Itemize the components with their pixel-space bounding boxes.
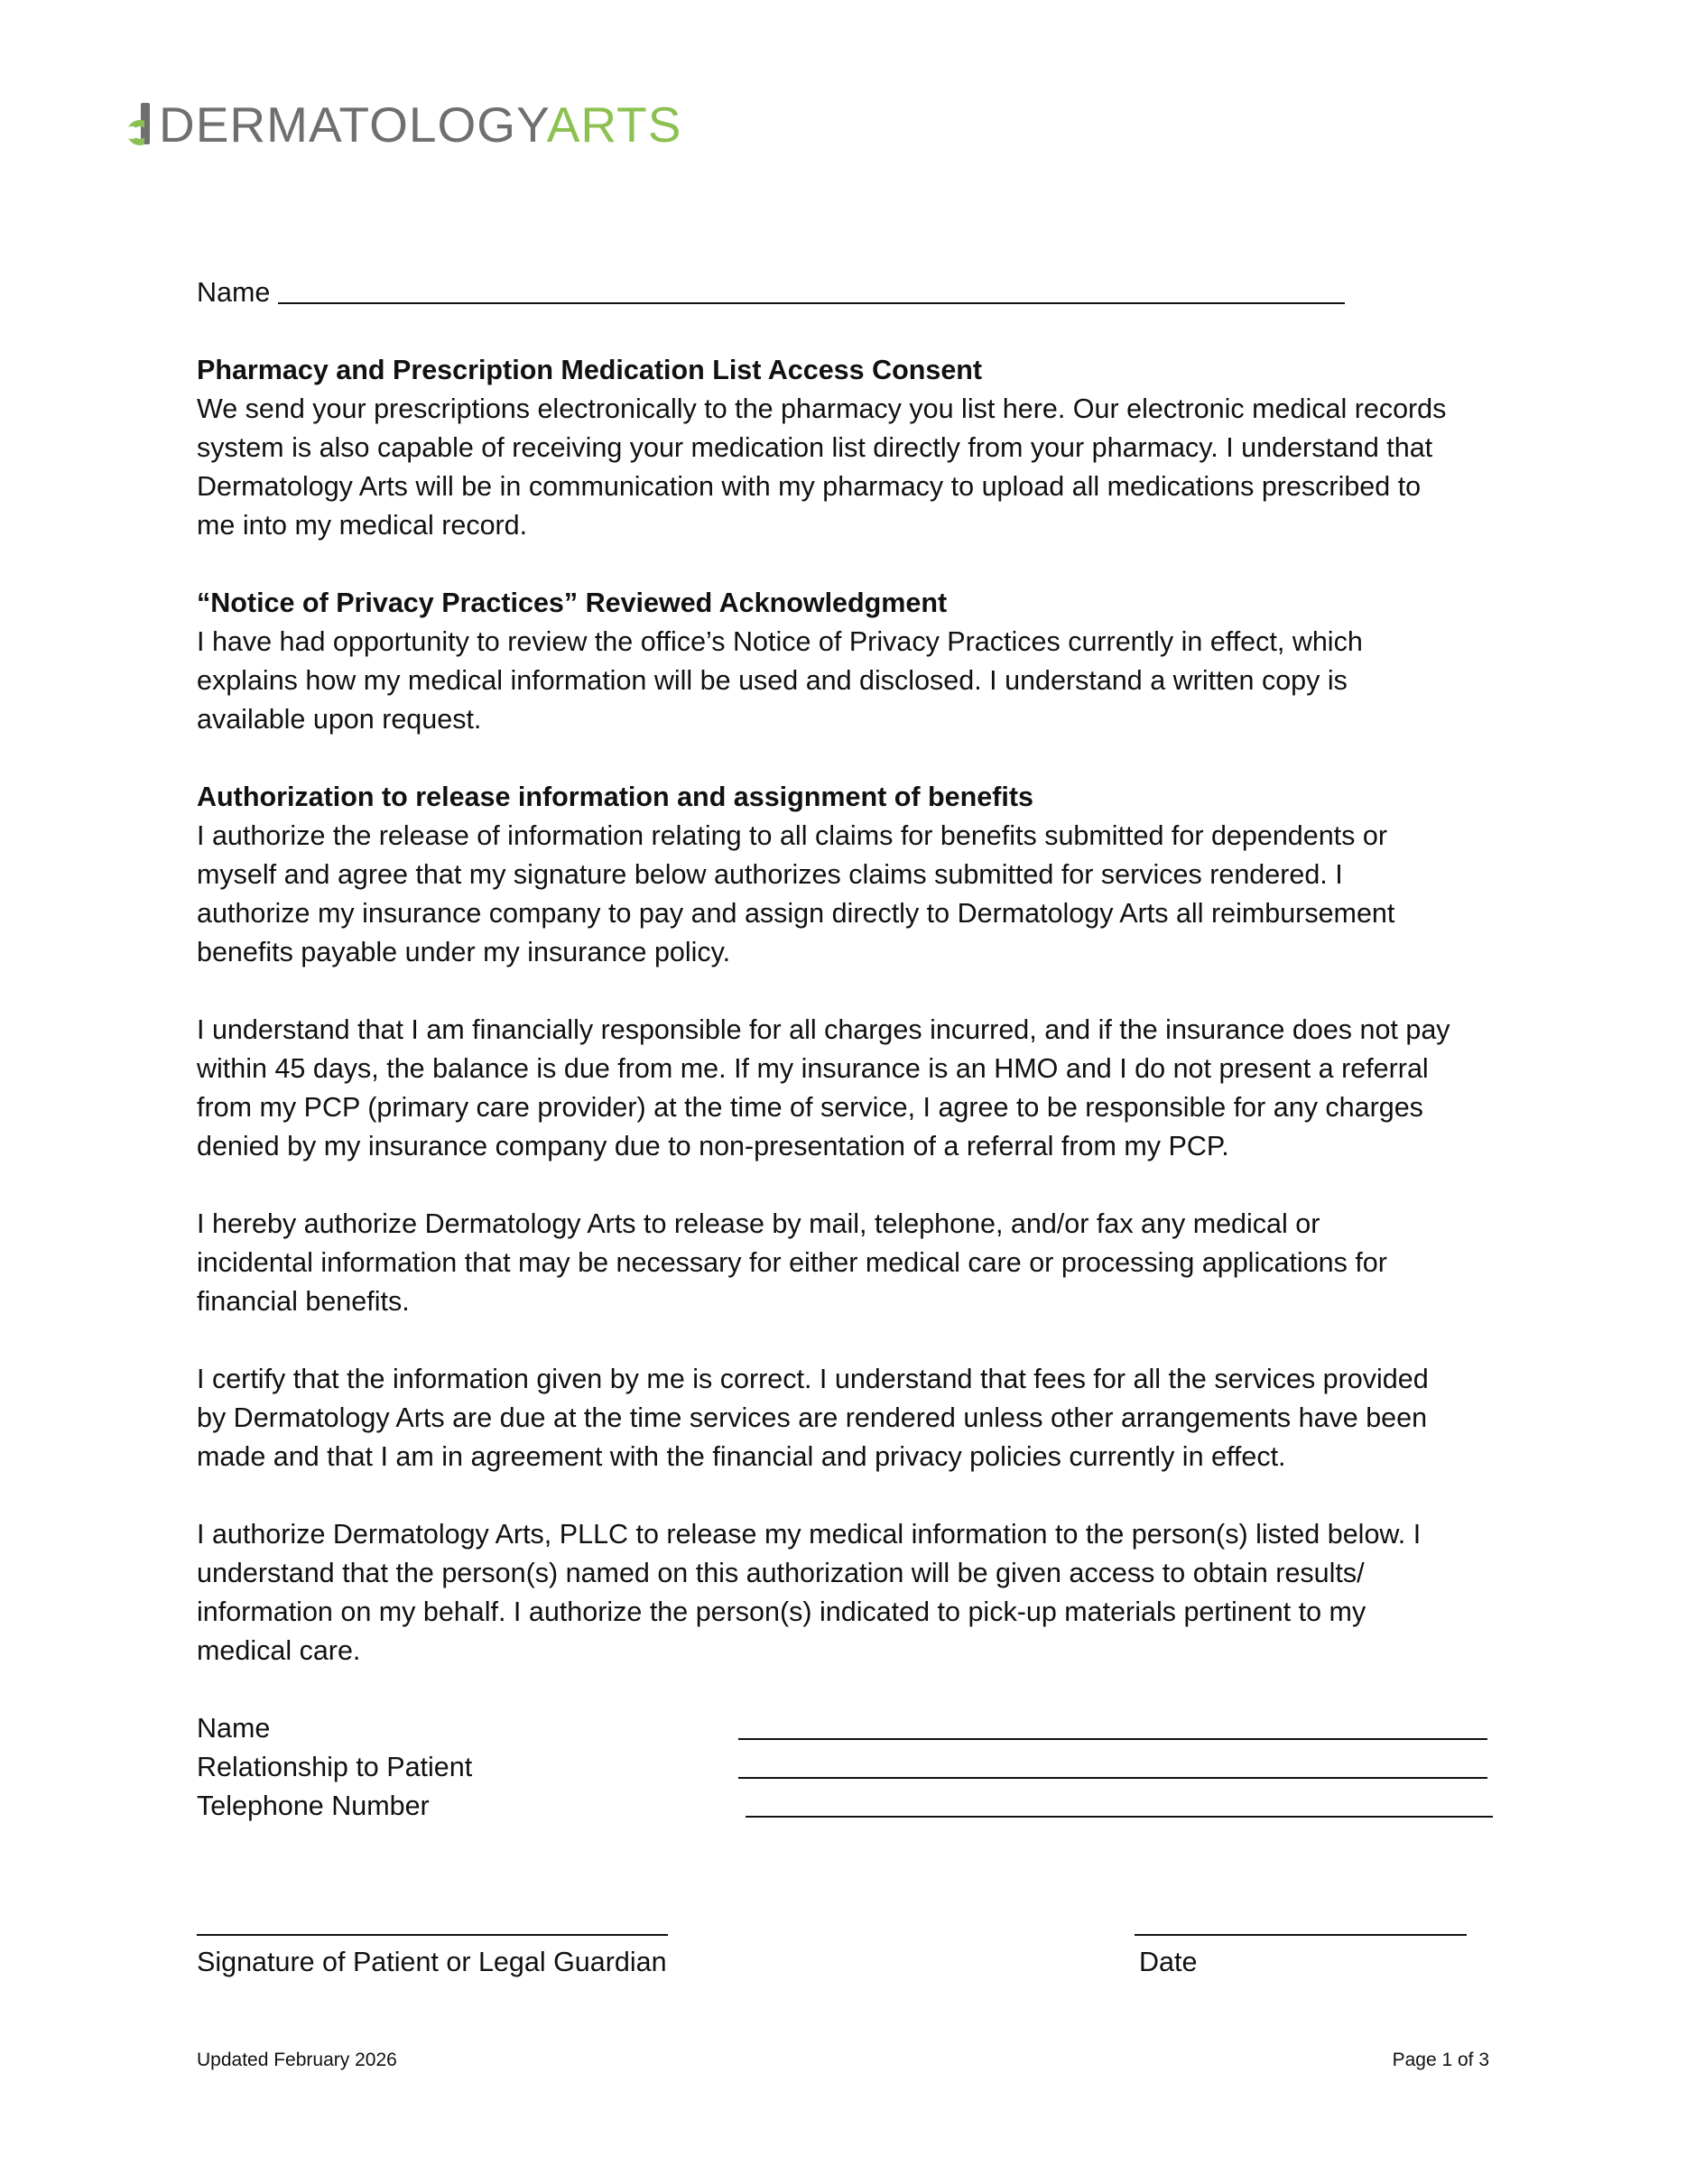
body-line: I have had opportunity to review the office’s Notice of Privacy Practices currently in effect, which (197, 626, 1363, 657)
body-line: information on my behalf. I authorize the person(s) indicated to pick-up materials pertinent to my (197, 1596, 1366, 1627)
relationship-line[interactable] (738, 1777, 1487, 1779)
body-line: understand that the person(s) named on this authorization will be given access to obtain results/ (197, 1558, 1365, 1588)
telephone-label: Telephone Number (197, 1791, 430, 1821)
body-line: I authorize the release of information relating to all claims for benefits submitted for dependents or (197, 820, 1387, 851)
body-line: I hereby authorize Dermatology Arts to release by mail, telephone, and/or fax any medical or (197, 1208, 1320, 1239)
telephone-line[interactable] (746, 1816, 1493, 1818)
body-line: explains how my medical information will be used and disclosed. I understand a written copy is (197, 665, 1348, 696)
page-number: Page 1 of 3 (1392, 2050, 1489, 2070)
privacy-notice-heading: “Notice of Privacy Practices” Reviewed Acknowledgment (197, 588, 948, 618)
logo-mark-icon (114, 101, 153, 148)
contact-name-label: Name (197, 1713, 271, 1744)
body-line: medical care. (197, 1635, 361, 1666)
date-label: Date (1139, 1947, 1198, 1977)
body-line: from my PCP (primary care provider) at the time of service, I agree to be responsible for any charges (197, 1092, 1423, 1123)
relationship-label: Relationship to Patient (197, 1752, 473, 1782)
patient-name-label: Name (197, 277, 271, 308)
authorization-heading: Authorization to release information and assignment of benefits (197, 782, 1033, 812)
updated-date: Updated February 2026 (197, 2050, 397, 2070)
contact-name-line[interactable] (738, 1738, 1487, 1740)
logo-word-dermatology: DERMATOLOGY (159, 97, 547, 153)
body-line: authorize my insurance company to pay and assign directly to Dermatology Arts all reimbursement (197, 898, 1395, 929)
body-line: by Dermatology Arts are due at the time services are rendered unless other arrangements have been (197, 1402, 1428, 1433)
body-line: incidental information that may be necessary for either medical care or processing applications for (197, 1247, 1387, 1278)
logo-word-arts: ARTS (546, 97, 682, 153)
body-line: within 45 days, the balance is due from me. If my insurance is an HMO and I do not present a referral (197, 1053, 1429, 1084)
body-line: I understand that I am financially responsible for all charges incurred, and if the insurance does not pay (197, 1014, 1450, 1045)
body-line: denied by my insurance company due to non-presentation of a referral from my PCP. (197, 1131, 1229, 1161)
body-line: me into my medical record. (197, 510, 528, 541)
body-line: system is also capable of receiving your medication list directly from your pharmacy. I understand that (197, 432, 1433, 463)
patient-name-line[interactable] (278, 302, 1345, 304)
body-line: available upon request. (197, 704, 482, 735)
body-line: myself and agree that my signature below authorizes claims submitted for services rendered. I (197, 859, 1343, 890)
dermatology-arts-logo (114, 97, 681, 152)
body-line: benefits payable under my insurance policy. (197, 937, 731, 967)
body-line: made and that I am in agreement with the financial and privacy policies currently in effect. (197, 1441, 1286, 1472)
body-line: financial benefits. (197, 1286, 410, 1317)
body-line: We send your prescriptions electronically to the pharmacy you list here. Our electronic medical records (197, 393, 1447, 424)
signature-label: Signature of Patient or Legal Guardian (197, 1947, 667, 1977)
signature-line[interactable] (197, 1934, 668, 1936)
pharmacy-consent-heading: Pharmacy and Prescription Medication List Access Consent (197, 355, 983, 385)
body-line: Dermatology Arts will be in communication with my pharmacy to upload all medications prescribed to (197, 471, 1422, 502)
body-line: I authorize Dermatology Arts, PLLC to release my medical information to the person(s) listed below. I (197, 1519, 1422, 1550)
date-line[interactable] (1135, 1934, 1467, 1936)
body-line: I certify that the information given by me is correct. I understand that fees for all the services provided (197, 1364, 1429, 1394)
